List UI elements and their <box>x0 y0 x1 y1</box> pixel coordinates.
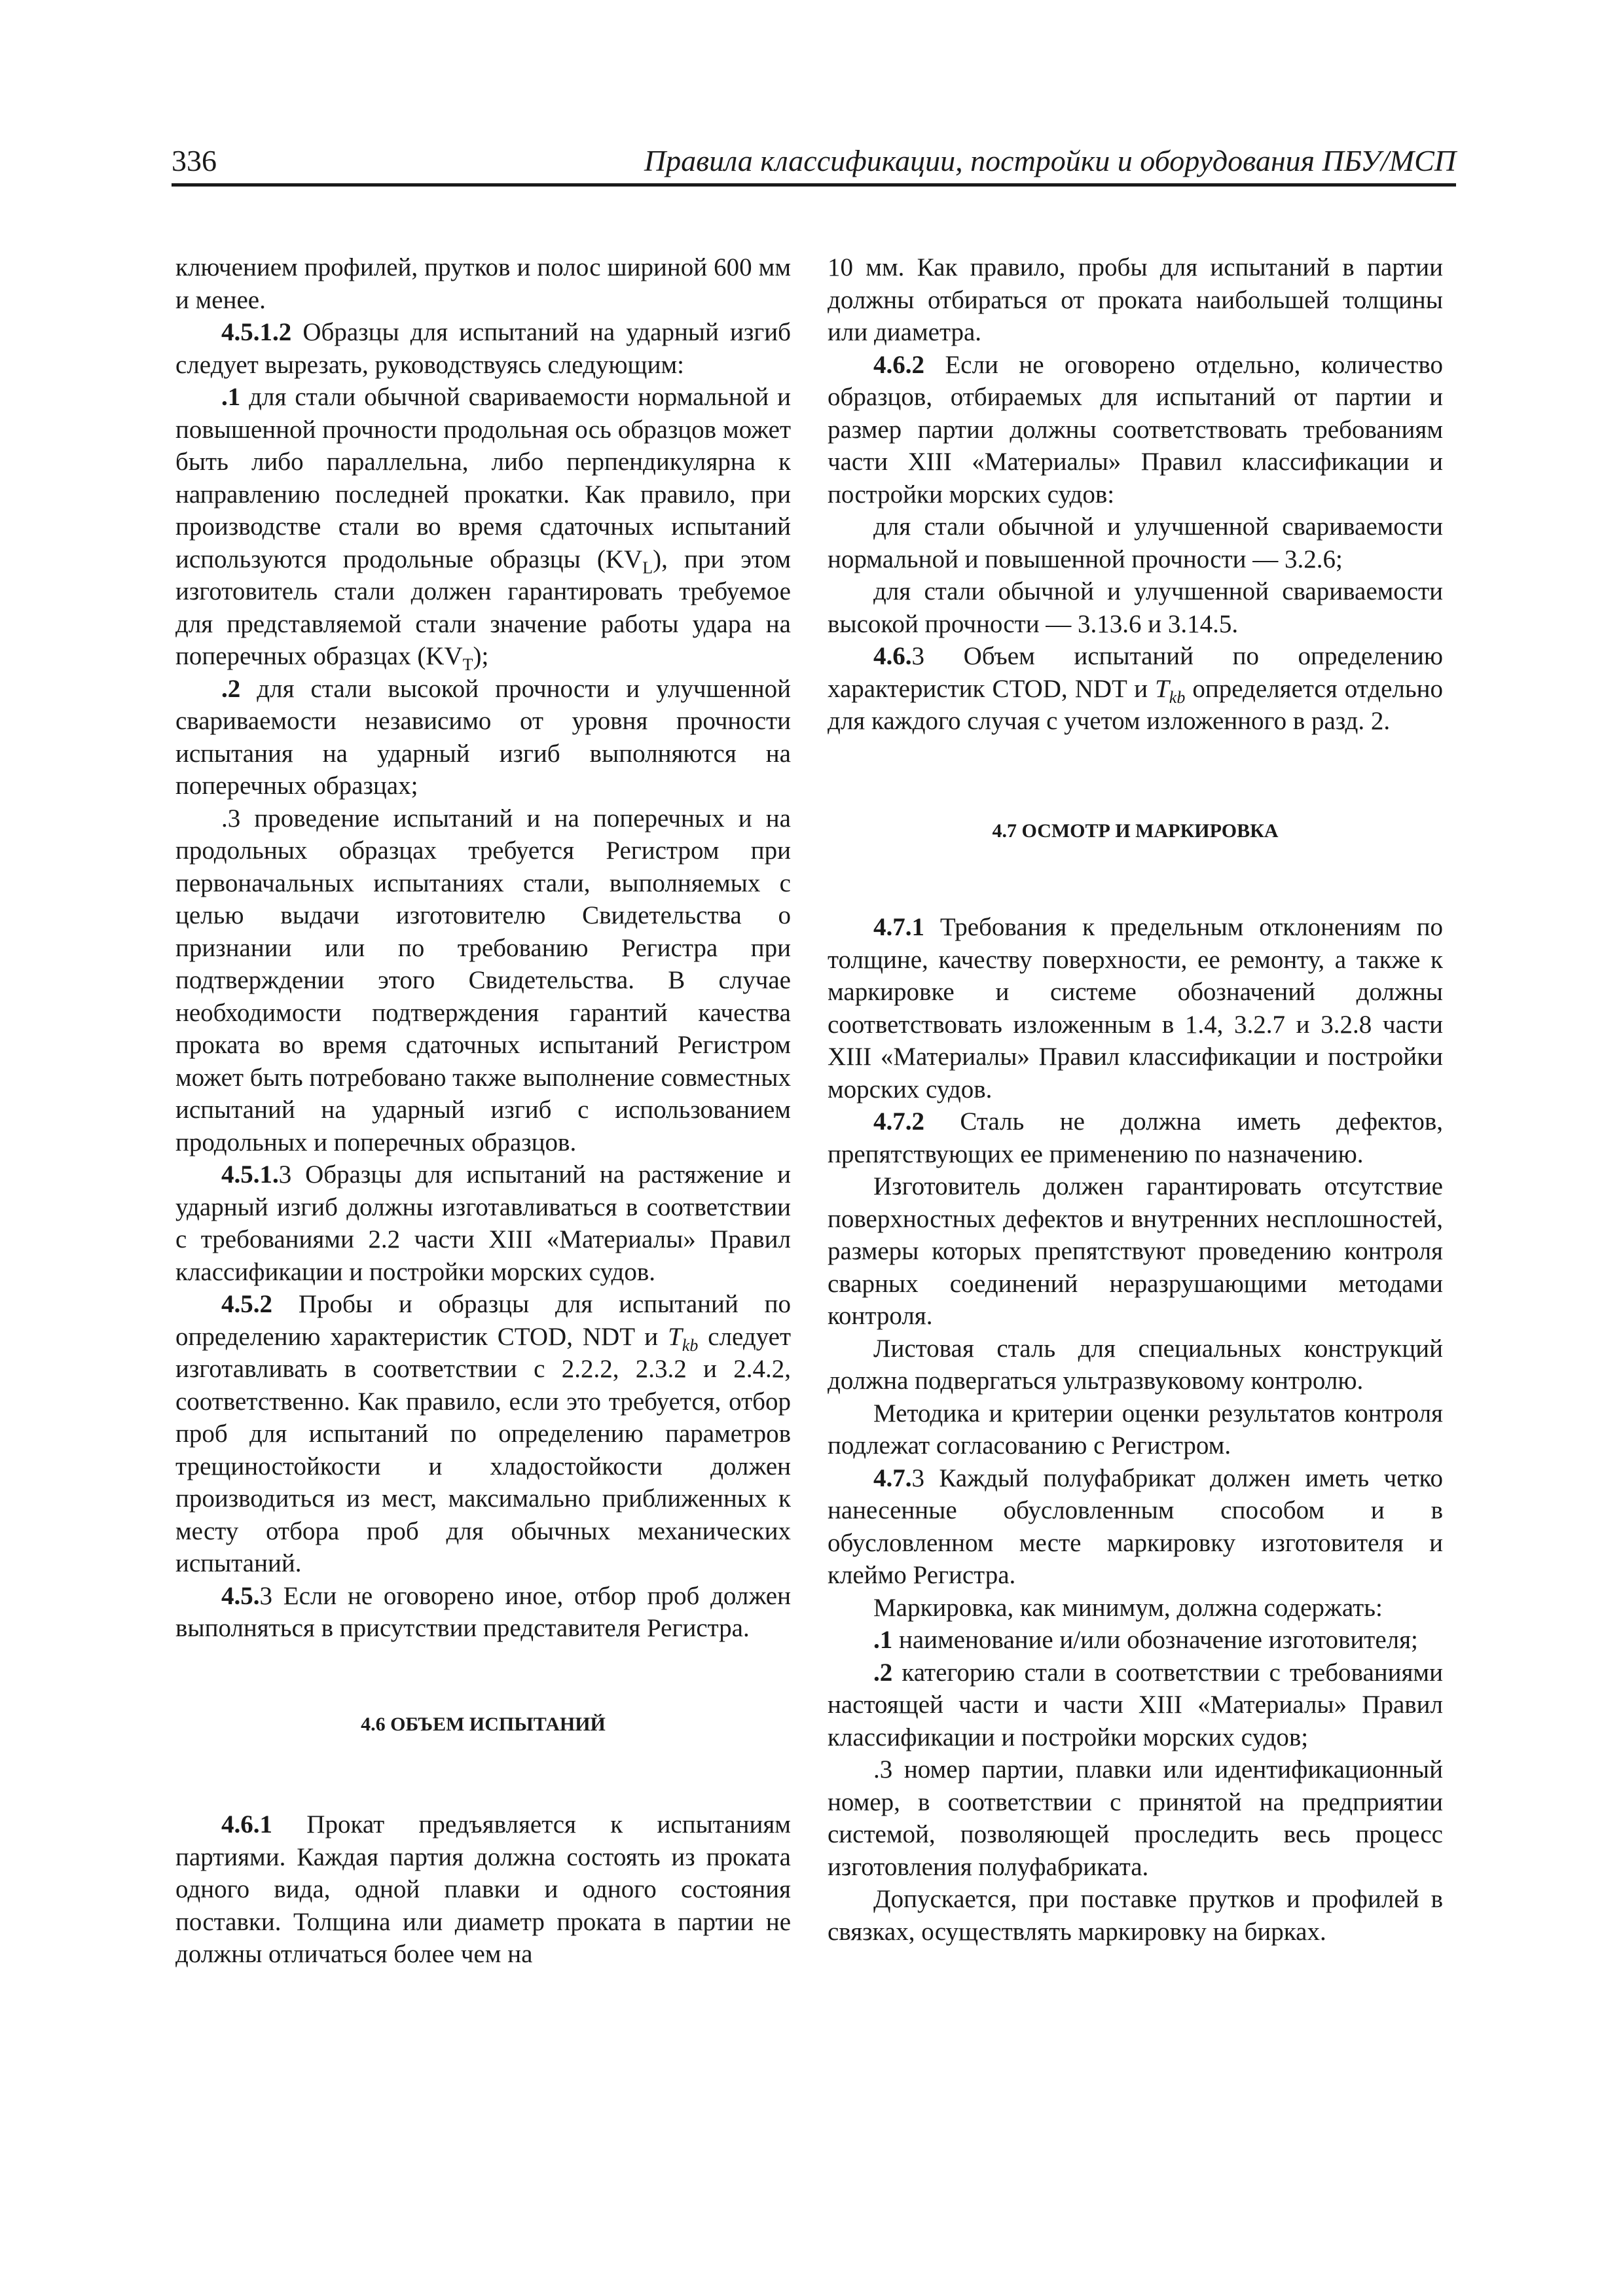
paragraph-4-7-1: 4.7.1 Требования к предельным отклонениям по толщине, качеству поверхности, ее ремонту, а также к маркировке и системе обозначений должны соответствовать изложенным в 1.4, 3.2.7 и 3.2.8 части XIII «Материалы» Правил классификации и постройки морских судов. <box>828 913 1443 1103</box>
paragraph-4-7-2-d: Методика и критерии оценки результатов контроля подлежат согласованию с Регистром. <box>828 1399 1443 1460</box>
paragraph-4-6-2-a: для стали обычной и улучшенной свариваемости нормальной и повышенной прочности — 3.2.6; <box>828 512 1443 573</box>
page-header <box>172 143 1456 187</box>
paragraph-marking-2: .2 категорию стали в соответствии с требованиями настоящей части и части XIII «Материалы» Правил классификации и постройки морских судов; <box>828 1658 1443 1751</box>
paragraph-4-7-2-b: Изготовитель должен гарантировать отсутствие поверхностных дефектов и внутренних несплошностей, размеры которых препятствуют проведению контроля сварных соединений неразрушающими методами контроля. <box>828 1172 1443 1330</box>
paragraph-marking-1: .1 наименование и/или обозначение изготовителя; <box>873 1626 1418 1654</box>
running-title: Правила классификации, постройки и оборудования ПБУ/МСП <box>644 144 1456 177</box>
section-heading-4-6: 4.6 ОБЪЕМ ИСПЫТАНИЙ <box>361 1713 606 1735</box>
page-number: 336 <box>172 144 217 177</box>
paragraph-4-7-3-b: Маркировка, как минимум, должна содержать: <box>873 1593 1383 1622</box>
paragraph-continuation: 10 мм. Как правило, пробы для испытаний в партии должны отбираться от проката наибольшей толщины или диаметра. <box>828 253 1443 346</box>
paragraph-4-7-2-c: Листовая сталь для специальных конструкций должна подвергаться ультразвуковому контролю. <box>828 1334 1443 1395</box>
paragraph-4-5-3: 4.5.3 Если не оговорено иное, отбор проб должен выполняться в присутствии представителя Регистра. <box>175 1581 791 1642</box>
paragraph-continuation: ключением профилей, прутков и полос шириной 600 мм и менее. <box>175 253 791 314</box>
paragraph-4-7-3: 4.7.3 Каждый полуфабрикат должен иметь четко нанесенные обусловленным способом и в обусловленном месте маркировку изготовителя и клеймо Регистра. <box>828 1463 1443 1589</box>
paragraph-item-1: .1 для стали обычной свариваемости нормальной и повышенной прочности продольная ось образцов может быть либо параллельна, либо перпендикулярна к направлению последней прокатки. Как правило, при производстве стали во время сдаточных испытаний используются продольные образцы $(KV_L)$, при этом изготовитель стали должен гарантировать требуемое для представляемой стали значение работы удара на поперечных образцах $(KV_T)$; <box>175 383 792 674</box>
paragraph-4-7-2: 4.7.2 Сталь не должна иметь дефектов, препятствующих ее применению по назначению. <box>828 1107 1443 1168</box>
paragraph-4-6-1: 4.6.1 Прокат предъявляется к испытаниям партиями. Каждая партия должна состоять из проката одного вида, одной плавки и одного состояния поставки. Толщина или диаметр проката в партии не должны отличаться более чем на <box>175 1810 791 1968</box>
right-column <box>828 251 1443 1948</box>
left-column <box>175 251 791 1971</box>
section-heading-4-7: 4.7 ОСМОТР И МАРКИРОВКА <box>992 819 1279 842</box>
paragraph-4-6-2-b: для стали обычной и улучшенной свариваемости высокой прочности — 3.13.6 и 3.14.5. <box>828 577 1443 638</box>
paragraph-4-6-2: 4.6.2 Если не оговорено отдельно, количество образцов, отбираемых для испытаний от партии и размер партии должны соответствовать требованиям части XIII «Материалы» Правил классификации и постройки морских судов: <box>828 350 1443 509</box>
paragraph-4-5-2: 4.5.2 Пробы и образцы для испытаний по определению характеристик CTOD, NDT и $T_{kb}$ следует изготавливать в соответствии с 2.2.2, 2.3.2 и 2.4.2, соответственно. Как правило, если это требуется, отбор проб для испытаний по определению параметров трещиностойкости и хладостойкости должен производиться из мест, максимально приближенных к месту отбора проб для обычных механических испытаний. <box>175 1290 792 1577</box>
paragraph-marking-3: .3 номер партии, плавки или идентификационный номер, в соответствии с принятой на предприятии системой, позволяющей проследить весь процесс изготовления полуфабриката. <box>828 1755 1443 1881</box>
paragraph-4-5-1-3: 4.5.1.3 Образцы для испытаний на растяжение и ударный изгиб должны изготавливаться в соответствии с требованиями 2.2 части XIII «Материалы» Правил классификации и постройки морских судов. <box>175 1160 791 1286</box>
paragraph-item-3: .3 проведение испытаний и на поперечных и на продольных образцах требуется Регистром при первоначальных испытаниях стали, выполняемых с целью выдачи изготовителю Свидетельства о признании или по требованию Регистра при подтверждении этого Свидетельства. В случае необходимости подтверждения гарантий качества проката во время сдаточных испытаний Регистром может быть потребовано также выполнение совместных испытаний на ударный изгиб с использованием продольных и поперечных образцов. <box>175 804 791 1157</box>
paragraph-4-6-3: 4.6.3 Объем испытаний по определению характеристик CTOD, NDT и $T_{kb}$ определяется отдельно для каждого случая с учетом изложенного в разд. 2. <box>828 642 1443 735</box>
paragraph-item-2: .2 для стали высокой прочности и улучшенной свариваемости независимо от уровня прочности испытания на ударный изгиб выполняются на поперечных образцах; <box>175 674 791 800</box>
paragraph-4-5-1-2: 4.5.1.2 Образцы для испытаний на ударный изгиб следует вырезать, руководствуясь следующим: <box>175 318 791 379</box>
paragraph-last: Допускается, при поставке прутков и профилей в связках, осуществлять маркировку на бирках. <box>828 1885 1443 1946</box>
